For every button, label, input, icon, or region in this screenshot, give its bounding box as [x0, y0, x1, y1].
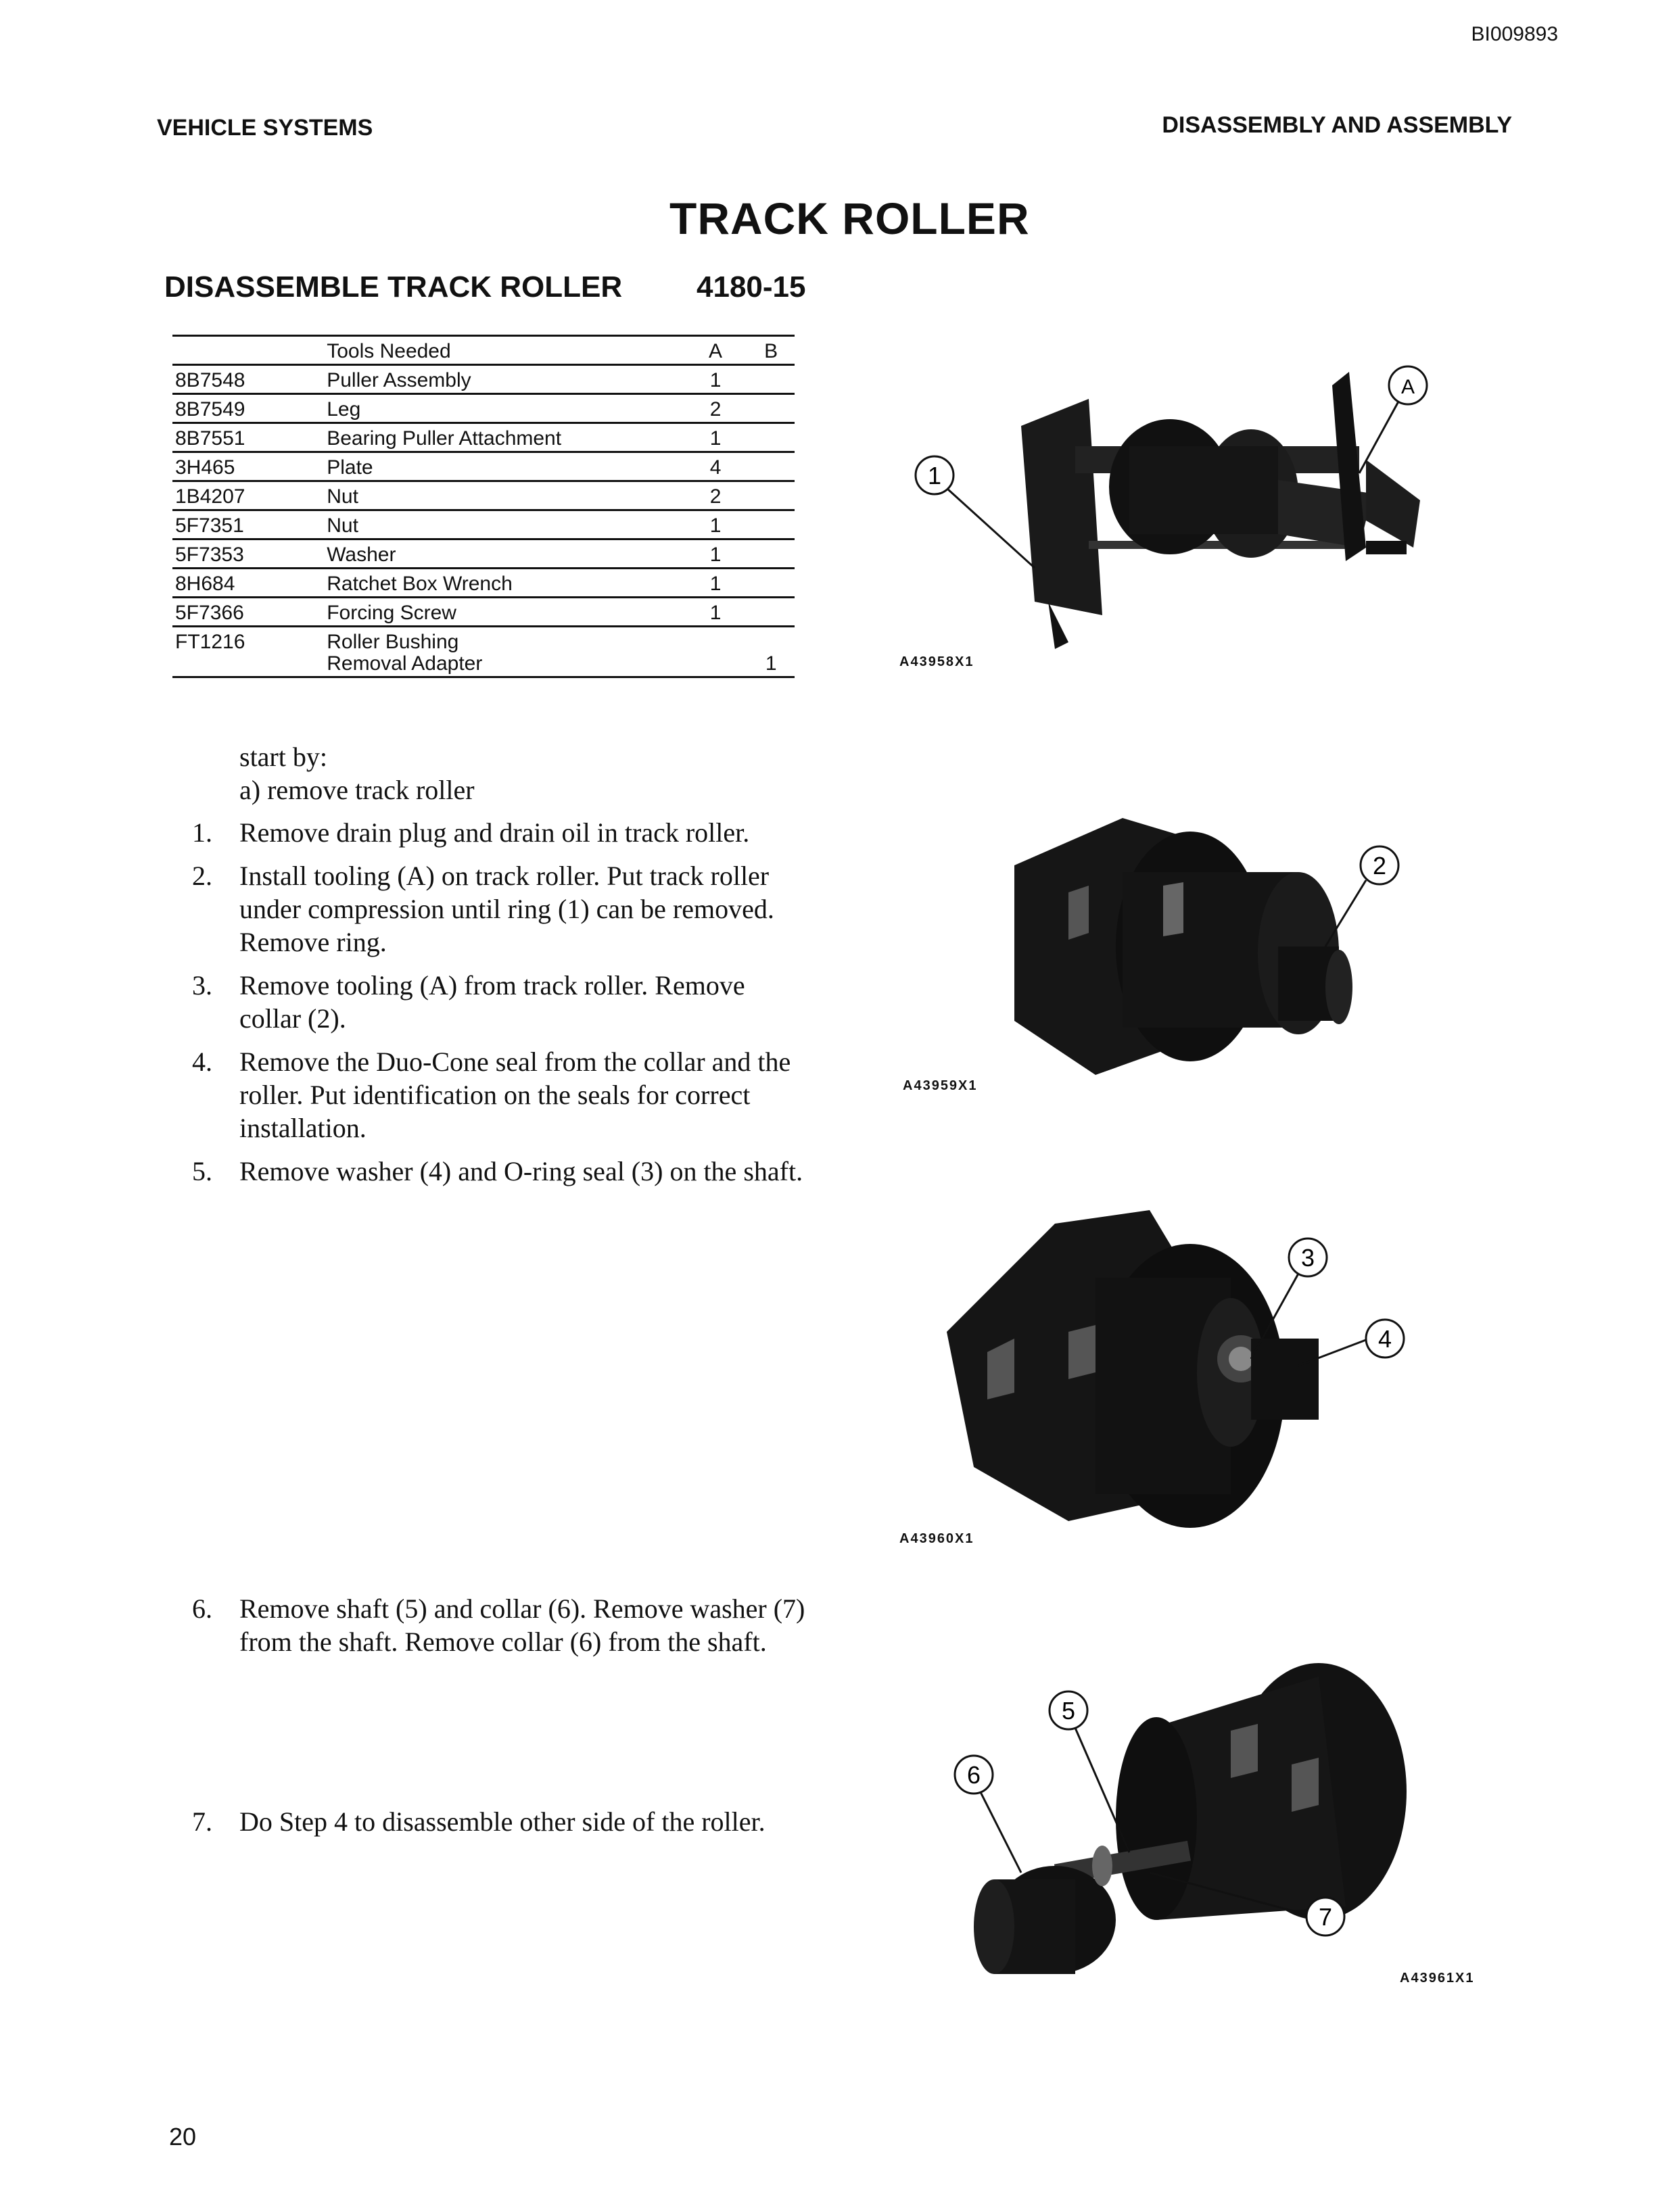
tool-description — [327, 627, 684, 677]
step-text: Install tooling (A) on track roller. Put track roller under compression until ring (1) can be removed. Remove ring. — [239, 861, 774, 957]
section-title-right: DISASSEMBLY AND ASSEMBLY — [1162, 112, 1512, 138]
tools-header-a: A — [684, 336, 748, 365]
step-number: 5. — [192, 1156, 212, 1186]
table-row — [172, 481, 795, 510]
step-text: Remove shaft (5) and collar (6). Remove washer (7) from the shaft. Remove collar (6) from the shaft. — [239, 1593, 805, 1657]
tool-description: Nut — [327, 510, 684, 539]
step-number: 1. — [192, 817, 212, 848]
qty-b — [747, 539, 795, 569]
page-title: TRACK ROLLER — [669, 193, 1030, 243]
part-number: 8B7549 — [172, 394, 327, 423]
figure-1-caption: A43958X1 — [899, 654, 974, 669]
figure-2-caption: A43959X1 — [903, 1078, 978, 1093]
callout-7-label: 7 — [1318, 1903, 1333, 1931]
step-number: 7. — [192, 1806, 212, 1837]
step-7 — [183, 1805, 811, 1838]
puller-assembly-image — [1021, 372, 1420, 649]
part-number: 8B7551 — [172, 423, 327, 452]
qty-b — [747, 598, 795, 627]
figure-4-shaft-photo — [940, 1650, 1413, 1981]
step-4 — [183, 1045, 811, 1145]
procedure-step-6-block — [183, 1592, 811, 1668]
step-number: 2. — [192, 861, 212, 891]
step-1 — [183, 816, 811, 849]
tool-description: Leg — [327, 394, 684, 423]
tools-header-label: Tools Needed — [327, 336, 684, 365]
step-text: Remove the Duo-Cone seal from the collar and the roller. Put identification on the seals for correct installation. — [239, 1047, 791, 1143]
table-row — [172, 598, 795, 627]
qty-a: 1 — [684, 423, 748, 452]
qty-a: 2 — [684, 481, 748, 510]
table-row — [172, 539, 795, 569]
document-id: BI009893 — [1471, 23, 1558, 45]
roller-shaft-image — [947, 1210, 1319, 1528]
start-by-item: a) remove track roller — [239, 775, 475, 805]
qty-a: 1 — [684, 569, 748, 598]
qty-a: 1 — [684, 510, 748, 539]
tool-description: Washer — [327, 539, 684, 569]
table-row — [172, 365, 795, 394]
procedure-step-7-block — [183, 1805, 811, 1848]
tool-description: Puller Assembly — [327, 365, 684, 394]
tool-description-line2: Removal Adapter — [327, 652, 483, 675]
track-roller-image — [1014, 818, 1352, 1075]
step-number: 6. — [192, 1593, 212, 1624]
tool-description: Ratchet Box Wrench — [327, 569, 684, 598]
step-text: Do Step 4 to disassemble other side of the roller. — [239, 1806, 765, 1837]
callout-1 — [916, 456, 1035, 568]
figure-4-caption: A43961X1 — [1400, 1971, 1475, 1986]
step-number: 3. — [192, 970, 212, 1001]
qty-a: 1 — [684, 365, 748, 394]
part-number: 8B7548 — [172, 365, 327, 394]
tool-description: Forcing Screw — [327, 598, 684, 627]
figure-1-tooling-photo — [899, 345, 1440, 656]
part-number: 5F7366 — [172, 598, 327, 627]
tools-table — [172, 335, 795, 678]
qty-b — [747, 365, 795, 394]
qty-b — [747, 569, 795, 598]
step-text: Remove drain plug and drain oil in track roller. — [239, 817, 750, 848]
tool-description: Nut — [327, 481, 684, 510]
step-3 — [183, 969, 811, 1035]
callout-4-label: 4 — [1377, 1325, 1392, 1353]
qty-a: 4 — [684, 452, 748, 481]
figure-2-roller-photo — [987, 798, 1434, 1082]
section-title-left: VEHICLE SYSTEMS — [157, 115, 373, 141]
callout-1-label: 1 — [927, 462, 942, 489]
step-6 — [183, 1592, 811, 1658]
tool-description: Bearing Puller Attachment — [327, 423, 684, 452]
qty-a: 1 — [684, 539, 748, 569]
step-2 — [183, 859, 811, 959]
table-row — [172, 452, 795, 481]
start-by-label: start by: — [239, 742, 327, 772]
qty-a: 1 — [684, 598, 748, 627]
procedure-title: DISASSEMBLE TRACK ROLLER — [164, 270, 623, 304]
step-number: 4. — [192, 1047, 212, 1077]
callout-a-label: A — [1400, 376, 1415, 398]
table-row — [172, 423, 795, 452]
callout-6-label: 6 — [966, 1761, 981, 1789]
callout-a — [1359, 366, 1427, 473]
part-number: 3H465 — [172, 452, 327, 481]
tool-description: Plate — [327, 452, 684, 481]
procedure-number: 4180-15 — [697, 270, 806, 304]
figure-3-roller-photo — [933, 1197, 1420, 1535]
qty-b — [747, 510, 795, 539]
part-number: 1B4207 — [172, 481, 327, 510]
figure-3-caption: A43960X1 — [899, 1531, 974, 1546]
step-text: Remove washer (4) and O-ring seal (3) on the shaft. — [239, 1156, 803, 1186]
page-number: 20 — [169, 2123, 197, 2150]
callout-2-label: 2 — [1372, 852, 1387, 880]
part-number: 5F7351 — [172, 510, 327, 539]
part-number: 5F7353 — [172, 539, 327, 569]
table-row — [172, 569, 795, 598]
tools-table-header — [172, 336, 795, 365]
callout-5-label: 5 — [1061, 1697, 1076, 1725]
callout-6 — [955, 1756, 1021, 1873]
qty-b: 1 — [747, 627, 795, 677]
tool-description-line1: Roller Bushing — [327, 631, 459, 653]
step-text: Remove tooling (A) from track roller. Remove collar (2). — [239, 970, 745, 1034]
qty-a — [684, 627, 748, 677]
qty-a: 2 — [684, 394, 748, 423]
qty-b — [747, 452, 795, 481]
table-row — [172, 394, 795, 423]
procedure-steps-1-5 — [183, 740, 811, 1198]
part-number: FT1216 — [172, 627, 327, 677]
qty-b — [747, 481, 795, 510]
qty-b — [747, 394, 795, 423]
tools-header-b: B — [747, 336, 795, 365]
table-row — [172, 510, 795, 539]
table-row — [172, 627, 795, 677]
callout-3-label: 3 — [1300, 1244, 1315, 1272]
qty-b — [747, 423, 795, 452]
part-number: 8H684 — [172, 569, 327, 598]
step-5 — [183, 1155, 811, 1188]
